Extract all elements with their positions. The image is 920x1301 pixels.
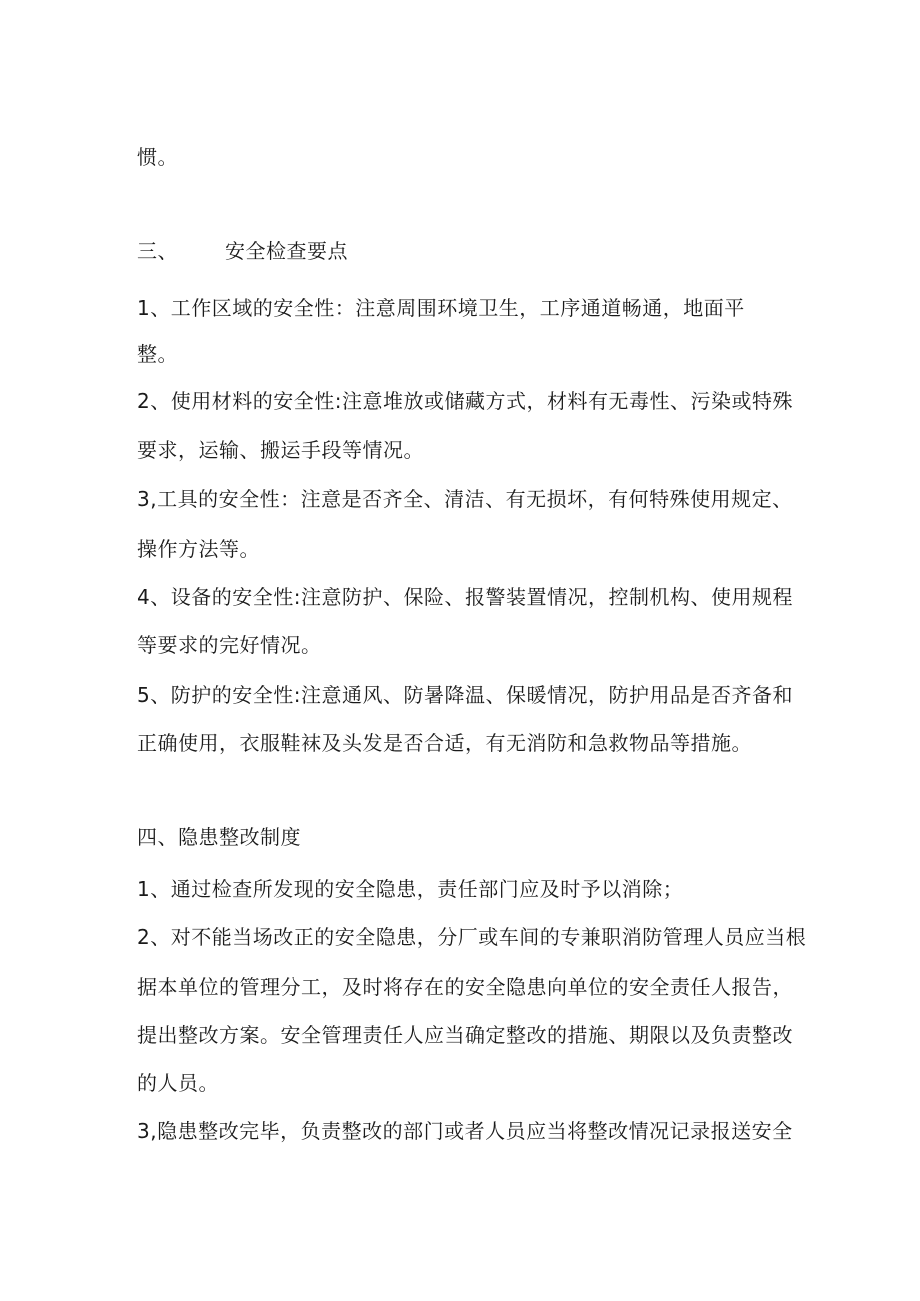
section-4-line-6: 3,隐患整改完毕，负责整改的部门或者人员应当将整改情况记录报送安全 (137, 1119, 793, 1143)
section-4-line-1: 1、通过检查所发现的安全隐患，责任部门应及时予以消除； (137, 877, 684, 901)
section-3-number: 三、 (137, 239, 178, 263)
section-4-line-4: 提出整改方案。安全管理责任人应当确定整改的措施、期限以及负责整改 (137, 1023, 793, 1047)
section-3-line-5: 3,工具的安全性：注意是否齐全、清洁、有无损坏，有何特殊使用规定、 (137, 487, 793, 511)
section-4-heading: 四、隐患整改制度 (137, 825, 301, 849)
section-3-line-1: 1、工作区域的安全性：注意周围环境卫生，工序通道畅通，地面平 (137, 296, 745, 320)
section-3-line-10: 正确使用，衣服鞋袜及头发是否合适，有无消防和急救物品等措施。 (137, 731, 752, 755)
section-3-line-4: 要求，运输、搬运手段等情况。 (137, 438, 424, 462)
section-3-line-8: 等要求的完好情况。 (137, 633, 322, 657)
section-3-line-9: 5、防护的安全性:注意通风、防暑降温、保暖情况，防护用品是否齐备和 (137, 683, 793, 707)
section-4-line-3: 据本单位的管理分工，及时将存在的安全隐患向单位的安全责任人报告， (137, 975, 793, 999)
section-3-line-2: 整。 (137, 342, 178, 366)
section-3-title: 安全检查要点 (225, 239, 348, 263)
intro-tail-text: 惯。 (137, 145, 178, 169)
section-3-line-7: 4、设备的安全性:注意防护、保险、报警装置情况，控制机构、使用规程 (137, 585, 793, 609)
section-3-line-3: 2、使用材料的安全性:注意堆放或储藏方式，材料有无毒性、污染或特殊 (137, 389, 793, 413)
section-3-line-6: 操作方法等。 (137, 537, 260, 561)
section-4-line-2: 2、对不能当场改正的安全隐患，分厂或车间的专兼职消防管理人员应当根 (137, 925, 807, 949)
section-4-line-5: 的人员。 (137, 1071, 219, 1095)
section-3-heading (137, 238, 797, 264)
